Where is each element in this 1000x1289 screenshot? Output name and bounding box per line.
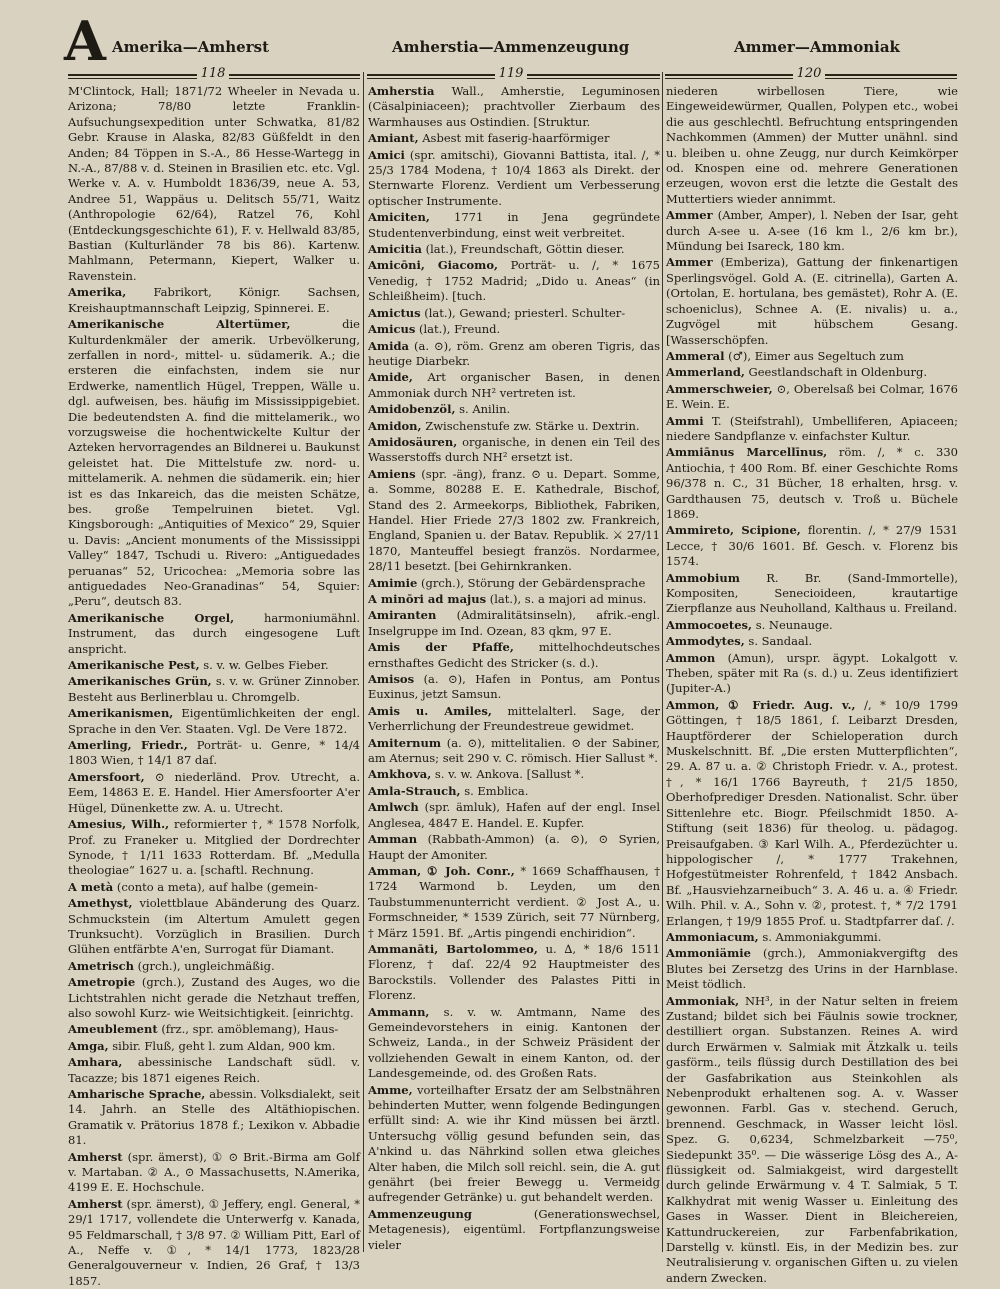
- entry-headword: Amiens: [368, 466, 416, 481]
- entry-headword: Amerikanisches Grün,: [68, 674, 212, 689]
- column-left: [68, 84, 361, 1288]
- entry-text: (Amber, Amper), l. Neben der Isar, geht durch A-see u. A-see (16 km l., 2/6 km br.), Mündung bei Isareck, 180 km.: [666, 208, 958, 254]
- dictionary-entry: [68, 706, 360, 737]
- entry-text: (grch.), ungleichmäßig.: [137, 958, 275, 973]
- entry-headword: Amerikanische Pest,: [68, 658, 200, 673]
- entry-headword: Amersfoort,: [68, 769, 145, 784]
- dictionary-entry: [666, 84, 958, 207]
- entry-headword: Amherst: [68, 1196, 123, 1211]
- dictionary-entry: [368, 608, 660, 639]
- entry-headword: Ammer: [666, 255, 713, 270]
- dictionary-entry: [368, 322, 660, 337]
- dictionary-entry: [68, 317, 360, 610]
- dictionary-entry: [368, 1005, 660, 1082]
- entry-headword: Ammocoetes,: [666, 617, 753, 632]
- entry-text: harmoniumähnl. Instrument, das durch eingesogene Luft anspricht.: [68, 610, 361, 656]
- dictionary-entry: [68, 1039, 360, 1054]
- page-number: [664, 66, 954, 81]
- entry-text: vorteilhafter Ersatz der am Selbstnähren behinderten Mutter, wenn folgende Bedingungen erfüllt sind: A. wie ihr Kind müssen bei ärztl. Untersuchg völlig gesund befunden sein, das A'nkind u. das Nährkind sollen etwa gleiches Alter haben, die Milch soll reichl. sein, die A. gut genährt (bei freier Bewegg u. Vermeidg aufregender Getränke) u. gut behandelt werden.: [368, 1082, 660, 1205]
- dictionary-entry: [68, 817, 360, 879]
- dictionary-entry: [666, 946, 958, 992]
- page-number-text: 120: [793, 66, 826, 81]
- entry-text: röm. ∕, * c. 330 Antiochia, † 400 Rom. Bf. einer Geschichte Roms 96/378 n. C., 31 Bücher, 18 erhalten, hrsg. v. Gardthausen 75, deutsch v. Troß u. Büchele 1869.: [666, 445, 958, 521]
- entry-text: Wall., Amherstie, Leguminosen (Cäsalpiniaceen); prachtvoller Zierbaum des Warmhauses aus Ostindien. [Struktur.: [368, 84, 660, 129]
- entry-text: ⊙, Oberelsaß bei Colmar, 1676 E. Wein. E.: [666, 381, 958, 412]
- entry-text: niederen wirbellosen Tiere, wie Eingeweidewürmer, Quallen, Polypen etc., wobei die aus geschlechtl. Befruchtung entspringenden Nachkommen (Ammen) der Mutter unähnl. sind u. bleiben u. ohne Zeugg, nur durch Keimkörper od. Knospen eine od. mehrere Generationen erzeugen, wovon erst die letzte die Gestalt des Muttertiers wieder annimmt.: [666, 84, 958, 206]
- entry-headword: Amharische Sprache,: [68, 1087, 206, 1101]
- entry-headword: Amman: [368, 832, 418, 847]
- entry-text: (lat.), Freund.: [418, 322, 501, 337]
- dictionary-entry: [666, 414, 958, 445]
- dictionary-entry: [68, 674, 360, 705]
- dictionary-entry: [68, 975, 360, 1021]
- entry-headword: Amiciten,: [368, 210, 430, 225]
- entry-text: (lat.), Freundschaft, Göttin dieser.: [425, 242, 625, 257]
- dictionary-entry: [666, 523, 958, 569]
- entry-text: Asbest mit faserig-haarförmiger: [422, 131, 610, 146]
- entry-headword: Amlwch: [368, 800, 419, 815]
- entry-text: (a. ⊙), röm. Grenz am oberen Tigris, das heutige Diarbekr.: [368, 338, 660, 368]
- entry-text: (spr. -äng), franz. ⊙ u. Depart. Somme, a. Somme, 80288 E. E. Kathedrale, Bischof, Stand des 2. Armeekorps, Bibliothek, Fabriken, Handel. Hier Friede 27/3 1802 zw. Frankreich, England, Spanien u. der Batav. Republik. ⚔ 27/11 1870, Manteuffel besiegt französ. Nordarmee, 28/11 besetzt. [bei Gehirnkranken.: [368, 466, 660, 574]
- entry-headword: Amethyst,: [68, 896, 133, 911]
- entry-text: (spr. amitschi), Giovanni Battista, ital. ∕, * 25/3 1784 Modena, † 10/4 1863 als Direkt. der Sternwarte Florenz. Verdient um Verbesserung optischer Instrumente.: [368, 147, 660, 208]
- entry-headword: Ameublement: [68, 1022, 158, 1037]
- entry-text: (grch.), Zustand des Auges, wo die Lichtstrahlen nicht gerade die Netzhaut treffen, also sowohl Kurz- wie Weitsichtigkeit. [einrichtg.: [68, 975, 361, 1020]
- entry-headword: Ammerland,: [666, 365, 745, 380]
- entry-text: T. (Steifstrahl), Umbelliferen, Apiaceen; niedere Sandpflanze v. einfachster Kultur.: [666, 413, 958, 443]
- dictionary-entry: [666, 651, 958, 697]
- entry-headword: Amerling, Friedr.,: [68, 738, 188, 753]
- entry-headword: Amicōni, Giacomo,: [368, 258, 499, 273]
- entry-headword: Amerika,: [68, 285, 127, 300]
- column-divider: [363, 72, 364, 1252]
- entry-text: s. v. w. Amtmann, Name des Gemeindevorstehers in einig. Kantonen der Schweiz, Landa., in der Schweiz Präsident der vollziehenden Gewalt in einem Kanton, od. der Landesgemeinde, od. des Großen Rats.: [368, 1004, 661, 1081]
- entry-text: Fabrikort, Königr. Sachsen, Kreishauptmannschaft Leipzig, Spinnerei. E.: [68, 285, 361, 315]
- entry-text: (Admiralitätsinseln), afrik.-engl. Inselgruppe im Ind. Ozean, 83 qkm, 97 E.: [368, 608, 660, 638]
- entry-headword: Ammanāti, Bartolommeo,: [368, 941, 538, 956]
- entry-headword: Amicitia: [368, 242, 422, 257]
- dictionary-entry: [368, 148, 660, 210]
- page-number: [68, 66, 358, 81]
- entry-headword: Amhara,: [68, 1055, 123, 1070]
- dictionary-entry: [666, 445, 958, 522]
- entry-headword: Ammoniacum,: [666, 929, 759, 944]
- entry-headword: Amidon,: [368, 418, 422, 433]
- entry-headword: Ammiānus Marcellīnus,: [666, 445, 828, 460]
- dictionary-entry: [368, 242, 660, 257]
- entry-text: mittelalterl. Sage, der Verherrlichung der Freundestreue gewidmet.: [368, 703, 660, 734]
- entry-text: (grch.), Ammoniakvergiftg des Blutes bei Zersetzg des Urins in der Harnblase. Meist tödlich.: [666, 946, 958, 992]
- entry-headword: Ammoniak,: [666, 993, 740, 1008]
- dictionary-entry: [368, 704, 660, 735]
- entry-headword: Amici: [368, 147, 405, 162]
- entry-text: (spr. ämerst), ① ⊙ Brit.-Birma am Golf v. Martaban. ② A., ⊙ Massachusetts, N.Amerika, 4199 E. E. Hochschule.: [68, 1149, 360, 1195]
- entry-text: (Generationswechsel, Metagenesis), eigentüml. Fortpflanzungsweise vieler: [368, 1206, 660, 1252]
- dictionary-entry: [666, 208, 958, 254]
- entry-text: s. Sandaal.: [748, 634, 813, 649]
- dictionary-entry: [666, 571, 958, 617]
- dictionary-entry: [68, 1087, 360, 1149]
- dictionary-entry: [368, 84, 660, 130]
- entry-headword: A metà: [68, 879, 114, 894]
- running-head-right: Ammer—Ammoniak: [734, 38, 900, 56]
- entry-headword: Ammodytes,: [666, 634, 745, 649]
- entry-headword: Amkhova,: [368, 767, 432, 782]
- dictionary-entry: [368, 1083, 660, 1206]
- entry-headword: Amisos: [368, 672, 415, 687]
- entry-headword: Ammann,: [368, 1004, 430, 1019]
- entry-text: organische, in denen ein Teil des Wasserstoffs durch NH² ersetzt ist.: [368, 434, 661, 465]
- dictionary-entry: [68, 959, 360, 974]
- entry-text: (spr. ämerst), ① Jeffery, engl. General, * 29/1 1717, vollendete die Unterwerfg v. Kanada, 95 Feldmarschall, † 3/8 97. ② William Pitt, Earl of A., Neffe v. ①, * 14/1 1773, 1823/28 Generalgouverneur v. Indien, 26 Graf, † 13/3 1857.: [68, 1196, 360, 1288]
- dictionary-entry: [368, 640, 660, 671]
- dictionary-entry: [68, 880, 360, 895]
- entry-headword: Amictus: [368, 305, 421, 320]
- dictionary-entry: [68, 611, 360, 657]
- entry-headword: Amme,: [368, 1082, 413, 1097]
- entry-headword: Ametropie: [68, 975, 136, 990]
- entry-text: s. Emblica.: [464, 783, 529, 798]
- entry-text: Geestlandschaft in Oldenburg.: [748, 365, 927, 380]
- entry-headword: Ammoniämie: [666, 946, 751, 961]
- column-divider: [662, 72, 663, 1252]
- entry-headword: Amidobenzöl,: [368, 402, 456, 417]
- entry-text: abessinische Landschaft südl. v. Tacazze; bis 1871 eigenes Reich.: [68, 1055, 361, 1085]
- dictionary-entry: [368, 800, 660, 831]
- entry-headword: A minōri ad majus: [368, 592, 487, 606]
- entry-headword: Ammireto, Scipione,: [666, 523, 801, 538]
- entry-text: reformierter †, * 1578 Norfolk, Prof. zu Franeker u. Mitglied der Dordrechter Synode, † 1/11 1633 Rotterdam. Bf. „Medulla theologiae“ 1627 u. a. [schaftl. Rechnung.: [68, 817, 360, 878]
- entry-text: s. Ammoniakgummi.: [762, 929, 882, 944]
- entry-headword: Amerikanische Orgel,: [68, 610, 235, 625]
- dictionary-entry: [368, 592, 660, 607]
- entry-text: Eigentümlichkeiten der engl. Sprache in den Ver. Staaten. Vgl. De Vere 1872.: [68, 706, 360, 736]
- entry-headword: Ammobium: [666, 570, 740, 585]
- dictionary-entry: [368, 1207, 660, 1253]
- dictionary-entry: [368, 370, 660, 401]
- dictionary-entry: [68, 1055, 360, 1086]
- entry-text: * 1669 Schaffhausen, † 1724 Warmond b. Leyden, um den Taubstummenunterricht verdient. ② Jost A., u. Formschneider, * 1539 Zürich, seit 77 Nürnberg, † März 1591. Bf. „Artis pingendi enchiridion“.: [368, 863, 660, 940]
- entry-headword: Amiant,: [368, 131, 419, 146]
- dictionary-entry: [368, 435, 660, 466]
- dictionary-entry: [368, 131, 660, 146]
- dictionary-entry: [368, 467, 660, 575]
- entry-text: 1771 in Jena gegründete Studentenverbindung, einst weit verbreitet.: [368, 210, 661, 240]
- entry-headword: Amla-Strauch,: [368, 783, 461, 798]
- dictionary-entry: [68, 896, 360, 958]
- page-number-text: 118: [197, 66, 230, 81]
- entry-text: (frz., spr. amöblemang), Haus-: [161, 1022, 339, 1037]
- entry-text: s. Neunauge.: [755, 617, 833, 632]
- entry-text: ∕, * 10/9 1799 Göttingen, † 18/5 1861, ſ. Leibarzt Dresden, Hauptförderer der Schieloperation durch Muskelschnitt. Bf. „Die ersten Mutterpflichten“, 29. A. 87 u. a. ② Christoph Friedr. v. A., protest. †, * 16/1 1766 Bayreuth, † 21/5 1850, Oberhofprediger Dresden. Nationalist. Schr. über Sittenlehre etc. Biogr. Pfeilschmidt 1850. A-Stiftung (seit 1836) für theolog. u. pädagog. Preisaufgaben. ③ Karl Wilh. A., Pferdezüchter u. hippologischer ∕, * 1777 Trakehnen, Hofgestütmeister Rohrenfeld, † 1842 Ansbach. Bf. „Hausviehzarneibuch“ 3. A. 46 u. a. ④ Friedr. Wilh. Phil. v. A., Sohn v. ②, protest. †, * 7/2 1791 Erlangen, † 19/9 1855 Prof. u. Stadtpfarrer daſ. ∕.: [666, 697, 959, 928]
- dictionary-entry: [368, 258, 660, 304]
- entry-text: (a. ⊙), mittelitalien. ⊙ der Sabiner, am Aternus; seit 290 v. C. römisch. Hier Sallust *.: [368, 735, 660, 766]
- entry-headword: Amis der Pfaffe,: [368, 640, 514, 655]
- running-head-left: Amerika—Amherst: [112, 38, 270, 56]
- entry-text: (Emberiza), Gattung der finkenartigen Sperlingsvögel. Gold A. (E. citrinella), Garten A. (Ortolan, E. hortulana, bes gemästet), Rohr A. (E. schoeniclus), Schnee A. (E. nivalis) u. a., Zugvögel mit hübschem Gesang. [Wasserschöpfen.: [666, 255, 958, 347]
- entry-text: Porträt- u. ∕, * 1675 Venedig, † 1752 Madrid; „Dido u. Aneas“ (in Schleißheim). [tuch.: [368, 258, 660, 304]
- entry-headword: Ametrisch: [68, 958, 134, 973]
- entry-text: florentin. ∕, * 27/9 1531 Lecce, † 30/6 1601. Bf. Gesch. v. Florenz bis 1574.: [666, 523, 958, 569]
- dictionary-entry: [68, 1197, 360, 1289]
- dictionary-entry: [368, 767, 660, 782]
- entry-text: (lat.), Gewand; priesterl. Schulter-: [424, 305, 626, 320]
- entry-headword: Amiternum: [368, 735, 442, 750]
- dictionary-entry: [368, 672, 660, 703]
- entry-text: s. v. w. Gelbes Fieber.: [203, 658, 329, 673]
- column-right: [666, 84, 959, 1285]
- entry-headword: Ammi: [666, 413, 704, 428]
- entry-text: (spr. ämluk), Hafen auf der engl. Insel Anglesea, 4847 E. Handel. E. Kupfer.: [368, 800, 660, 830]
- entry-text: die Kulturdenkmäler der amerik. Urbevölkerung, zerfallen in nord-, mittel- u. südamerik. A.; die ersteren die einfachsten, indem sie nur Erdwerke, namentlich Hügel, Treppen, Wälle u. dgl. aufweisen, bes. häufig im Mississippigebiet. Die bedeutendsten A. find die mittelamerik., wo vorzugsweise die hochentwickelte Kultur der Azteken hervorragendes an Bildnerei u. Baukunst geleistet hat. Die Mittelstufe zw. nord- u. mittelamerik. A. nehmen die südamerik. ein; hier ist es das Inkareich, das die meisten Schätze, bes. große Tempelruinen bietet. Vgl. Kingsborough: „Antiquities of Mexico“ 29, Squier u. Davis: „Ancient monuments of the Mississippi Valley“ 1847, Tschudi u. Rivero: „Antiguedades peruanas“ 52, Uricochea: „Memoria sobre las antiguedades Neo-Granadinas“ 54, Squier: „Peru“, deutsch 83.: [68, 317, 360, 609]
- entry-headword: Amida: [368, 338, 409, 353]
- dictionary-entry: [368, 736, 660, 767]
- entry-headword: Amman, ① Joh. Conr.,: [368, 863, 515, 878]
- entry-headword: Amherstia: [368, 84, 435, 98]
- entry-headword: Ammenzeugung: [368, 1206, 472, 1221]
- entry-text: (lat.), s. a majori ad minus.: [489, 592, 647, 606]
- dictionary-entry: [368, 402, 660, 417]
- dictionary-entry: [68, 1022, 360, 1037]
- entry-text: (Rabbath-Ammon) (a. ⊙), ⊙ Syrien, Haupt der Amoniter.: [368, 832, 660, 862]
- entry-text: Porträt- u. Genre, * 14/4 1803 Wien, † 14/1 87 daſ.: [68, 738, 361, 768]
- entry-headword: Amis u. Amiles,: [368, 703, 492, 718]
- section-letter: A: [64, 9, 106, 73]
- column-middle: [368, 84, 660, 1252]
- entry-text: (Amun), urspr. ägypt. Lokalgott v. Theben, später mit Ra (s. d.) u. Zeus identifiziert (Jupiter-A.): [666, 650, 959, 696]
- dictionary-entry: [666, 698, 958, 929]
- entry-text: R. Br. (Sand-Immortelle), Kompositen, Senecioideen, krautartige Zierpflanze aus Neuholland, Kalthaus u. Freiland.: [666, 570, 958, 616]
- entry-text: u. ∆, * 18/6 1511 Florenz, † daſ. 22/4 92 Hauptmeister des Barockstils. Vollender des Palastes Pitti in Florenz.: [368, 941, 661, 1003]
- entry-headword: Amga,: [68, 1038, 109, 1053]
- entry-headword: Amiranten: [368, 608, 437, 623]
- dictionary-entry: [666, 349, 958, 364]
- entry-headword: Ammon: [666, 650, 716, 665]
- dictionary-entry: [368, 864, 660, 941]
- dictionary-entry: [666, 255, 958, 347]
- entry-text: ⊙ niederländ. Prov. Utrecht, a. Eem, 14863 E. E. Handel. Hier Amersfoorter A'er Hügel, Dünenkette zw. A. u. Utrecht.: [68, 769, 361, 815]
- page-number-text: 119: [495, 66, 528, 81]
- dictionary-entry: [68, 770, 360, 816]
- entry-text: (grch.), Störung der Gebärdensprache: [420, 575, 646, 590]
- entry-text: M'Clintock, Hall; 1871/72 Wheeler in Nevada u. Arizona; 78/80 letzte Franklin-Aufsuchungsexpedition unter Schwatka, 81/82 Gebr. Krause in Alaska, 82/83 Güßfeldt in den Anden; 84 Töppen in S.-A., 86 Hesse-Wartegg in N.-A., 87/88 v. d. Steinen in Brasilien etc. etc. Vgl. Werke v. A. v. Humboldt 1836/39, neue A. 53, Andree 51, Wappäus u. Delitsch 55/71, Waitz (Anthropologie 62/64), Ratzel 76, Kohl (Entdeckungsgeschichte 61), F. v. Hellwald 83/85, Bastian (Kulturländer 78 bis 86). Kartenw. Mahlmann, Petermann, Kiepert, Walker u. Ravenstein.: [68, 84, 361, 283]
- dictionary-entry: [666, 618, 958, 633]
- dictionary-entry: [68, 285, 360, 316]
- entry-headword: Amimie: [368, 575, 418, 590]
- entry-headword: Amide,: [368, 370, 413, 385]
- entry-headword: Amesius, Wilh.,: [68, 817, 170, 832]
- entry-text: s. v. w. Grüner Zinnober. Besteht aus Berlinerblau u. Chromgelb.: [68, 674, 360, 704]
- running-head-center: Amherstia—Ammenzeugung: [392, 38, 630, 56]
- dictionary-entry: [68, 1150, 360, 1196]
- entry-headword: Ammeral: [666, 348, 725, 363]
- entry-text: sibir. Fluß, geht l. zum Aldan, 900 km.: [112, 1038, 336, 1053]
- dictionary-entry: [368, 339, 660, 370]
- entry-text: s. Anilin.: [459, 402, 511, 417]
- dictionary-entry: [666, 994, 958, 1287]
- dictionary-entry: [368, 210, 660, 241]
- entry-text: (♂), Eimer aus Segeltuch zum: [728, 348, 904, 363]
- dictionary-entry: [368, 576, 660, 591]
- entry-headword: Ammon, ① Friedr. Aug. v.,: [666, 697, 856, 712]
- entry-headword: Amerikanismen,: [68, 706, 174, 721]
- dictionary-entry: [368, 306, 660, 321]
- entry-text: Art organischer Basen, in denen Ammoniak durch NH² vertreten ist.: [368, 370, 660, 400]
- entry-headword: Amicus: [368, 322, 416, 337]
- page-number: [366, 66, 656, 81]
- entry-text: (a. ⊙), Hafen in Pontus, am Pontus Euxinus, jetzt Samsun.: [368, 672, 660, 702]
- entry-text: (conto a meta), auf halbe (gemein-: [116, 879, 319, 894]
- dictionary-entry: [666, 382, 958, 413]
- dictionary-entry: [368, 419, 660, 434]
- entry-text: mittelhochdeutsches ernsthaftes Gedicht des Stricker (s. d.).: [368, 640, 660, 670]
- dictionary-entry: [666, 365, 958, 380]
- entry-headword: Amerikanische Altertümer,: [68, 317, 291, 332]
- entry-headword: Ammer: [666, 208, 713, 223]
- entry-text: violettblaue Abänderung des Quarz. Schmuckstein (im Altertum Amulett gegen Trunksucht). Vorzüglich in Brasilien. Durch Glühen entfärbte A'en, Surrogat für Diamant.: [68, 896, 361, 957]
- dictionary-entry: [68, 84, 360, 284]
- entry-headword: Amherst: [68, 1149, 123, 1164]
- dictionary-entry: [666, 930, 958, 945]
- dictionary-entry: [368, 942, 660, 1004]
- entry-headword: Amidosäuren,: [368, 434, 458, 449]
- entry-text: s. v. w. Ankova. [Sallust *.: [434, 767, 585, 782]
- dictionary-entry: [368, 832, 660, 863]
- dictionary-entry: [68, 658, 360, 673]
- entry-text: Zwischenstufe zw. Stärke u. Dextrin.: [425, 418, 640, 433]
- entry-headword: Ammerschweier,: [666, 381, 773, 396]
- entry-text: abessin. Volksdialekt, seit 14. Jahrh. an Stelle des Altäthiopischen. Gramatik v. Prätorius 1878 f.; Lexikon v. Abbadie 81.: [68, 1087, 361, 1148]
- dictionary-entry: [666, 634, 958, 649]
- dictionary-entry: [368, 784, 660, 799]
- entry-text: NH³, in der Natur selten in freiem Zustand; bildet sich bei Fäulnis sowie trockner, destilliert organ. Substanzen. Reines A. wird durch Erwärmen v. Salmiak mit Ätzkalk u. teils gasförm., teils flüssig durch Destillation des bei der Gasfabrikation aus Steinkohlen als Nebenprodukt erhaltenen sog. A. v. Wasser gewonnen. Farbl. Gas v. stechend. Geruch, brennend. Geschmack, in Wasser leicht lösl. Spez. G. 0,6234, Schmelzbarkeit —75⁰, Siedepunkt 35⁰. — Die wässerige Lösg des A., A-flüssigkeit od. Salmiakgeist, wird dargestellt durch gelinde Erwärmung v. 4 T. Salmiak, 5 T. Kalkhydrat mit wenig Wasser u. Einleitung des Gases in Wasser. Dient in Bleichereien, Kattundruckereien, zur Farbenfabrikation, Darstellg v. künstl. Eis, in der Medizin bes. zur Neutralisierung v. organischen Giften u. zu vielen andern Zwecken.: [666, 993, 959, 1285]
- dictionary-entry: [68, 738, 360, 769]
